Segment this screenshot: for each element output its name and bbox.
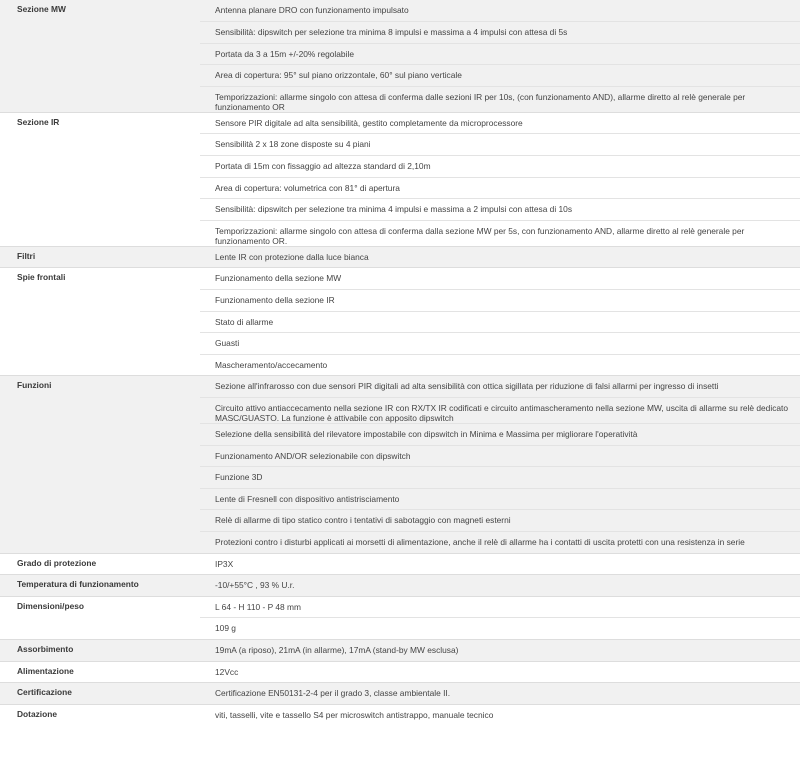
spec-value: Sensore PIR digitale ad alta sensibilità, gestito completamente da microprocessore [200, 112, 800, 134]
spec-row [0, 0, 800, 22]
spec-label: Funzioni [0, 376, 200, 553]
spec-value: viti, tasselli, vite e tassello S4 per microswitch antistrappo, manuale tecnico [200, 704, 800, 726]
spec-label: Spie frontali [0, 268, 200, 376]
spec-value: Relè di allarme di tipo statico contro i tentativi di sabotaggio con magneti esterni [200, 510, 800, 532]
spec-value: Lente di Fresnell con dispositivo antistrisciamento [200, 488, 800, 510]
spec-row [0, 268, 800, 290]
spec-label: Sezione IR [0, 112, 200, 246]
spec-label: Filtri [0, 246, 200, 268]
spec-value: Sensibilità 2 x 18 zone disposte su 4 piani [200, 134, 800, 156]
spec-label: Dimensioni/peso [0, 596, 200, 639]
spec-value: Selezione della sensibilità del rilevatore impostabile con dipswitch in Minima e Massima per migliorare l'operatività [200, 424, 800, 446]
spec-row [0, 575, 800, 597]
spec-value: Sensibilità: dipswitch per selezione tra minima 8 impulsi e massima a 4 impulsi con attesa di 5s [200, 22, 800, 44]
spec-row [0, 596, 800, 618]
spec-row [0, 376, 800, 398]
spec-value: Lente IR con protezione dalla luce bianca [200, 246, 800, 268]
spec-row [0, 112, 800, 134]
spec-row [0, 639, 800, 661]
spec-value: Sezione all'infrarosso con due sensori PIR digitali ad alta sensibilità con ottica sigillata per riduzione di falsi allarmi per ingresso di insetti [200, 376, 800, 398]
spec-label: Assorbimento [0, 639, 200, 661]
spec-value: 12Vcc [200, 661, 800, 683]
spec-label: Sezione MW [0, 0, 200, 112]
spec-value: Portata di 15m con fissaggio ad altezza standard di 2,10m [200, 156, 800, 178]
spec-value: Mascheramento/accecamento [200, 354, 800, 376]
spec-value: Temporizzazioni: allarme singolo con attesa di conferma dalle sezioni IR per 10s, (con funzionamento AND), allarme diretto al relè generale per funzionamento OR [200, 86, 800, 112]
spec-value: Funzionamento AND/OR selezionabile con dipswitch [200, 445, 800, 467]
spec-value: Funzionamento della sezione MW [200, 268, 800, 290]
spec-value: Stato di allarme [200, 311, 800, 333]
spec-value: Temporizzazioni: allarme singolo con attesa di conferma dalla sezione MW per 5s, con funzionamento AND, allarme diretto al relè generale per funzionamento OR. [200, 220, 800, 246]
spec-label: Alimentazione [0, 661, 200, 683]
spec-value: Area di copertura: volumetrica con 81° di apertura [200, 177, 800, 199]
spec-value: L 64 - H 110 - P 48 mm [200, 596, 800, 618]
spec-value: Protezioni contro i disturbi applicati ai morsetti di alimentazione, anche il relè di allarme ha i contatti di uscita protetti con una resistenza in serie [200, 531, 800, 553]
spec-value: -10/+55°C , 93 % U.r. [200, 575, 800, 597]
spec-value: Antenna planare DRO con funzionamento impulsato [200, 0, 800, 22]
spec-value: Guasti [200, 333, 800, 355]
spec-value: Funzionamento della sezione IR [200, 290, 800, 312]
spec-value: 109 g [200, 618, 800, 640]
spec-value: Certificazione EN50131-2-4 per il grado 3, classe ambientale II. [200, 683, 800, 705]
spec-row [0, 704, 800, 726]
spec-label: Grado di protezione [0, 553, 200, 575]
spec-row [0, 661, 800, 683]
spec-value: Sensibilità: dipswitch per selezione tra minima 4 impulsi e massima a 2 impulsi con attesa di 10s [200, 199, 800, 221]
spec-value: 19mA (a riposo), 21mA (in allarme), 17mA (stand-by MW esclusa) [200, 639, 800, 661]
spec-row [0, 553, 800, 575]
spec-value: Portata da 3 a 15m +/-20% regolabile [200, 43, 800, 65]
spec-label: Temperatura di funzionamento [0, 575, 200, 597]
spec-row [0, 683, 800, 705]
spec-value: Circuito attivo antiaccecamento nella sezione IR con RX/TX IR codificati e circuito antimascheramento nella sezione MW, uscita di allarme su relè dedicato MASC/GUASTO. La funzione è attivabile con apposito dipswitch [200, 398, 800, 424]
spec-value: IP3X [200, 553, 800, 575]
spec-row [0, 246, 800, 268]
spec-value: Funzione 3D [200, 467, 800, 489]
spec-label: Dotazione [0, 704, 200, 726]
spec-value: Area di copertura: 95° sul piano orizzontale, 60° sul piano verticale [200, 65, 800, 87]
spec-label: Certificazione [0, 683, 200, 705]
